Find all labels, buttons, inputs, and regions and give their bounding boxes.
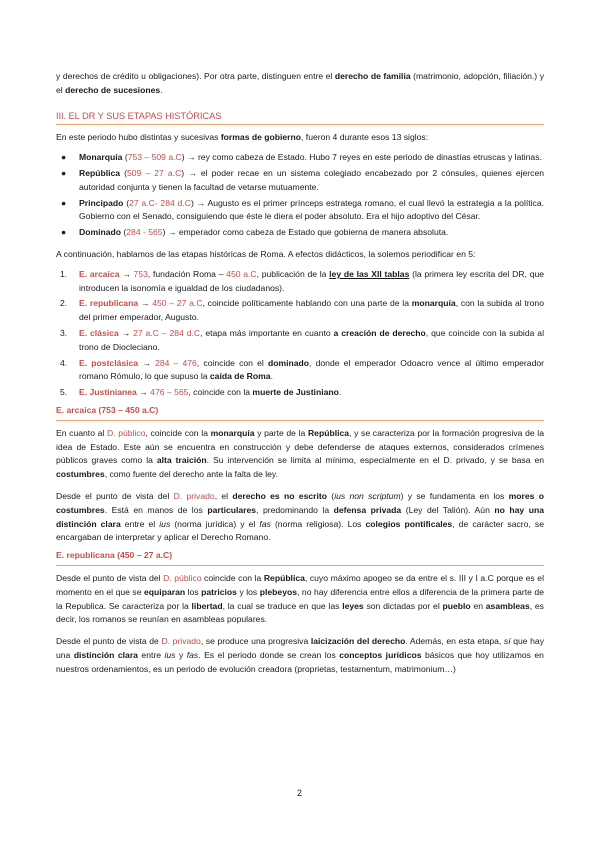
subsection-heading-republicana: E. republicana (450 – 27 a.C) <box>56 549 544 566</box>
list-item: ● República (509 – 27 a.C) → el poder recae en un sistema colegiado encabezado por 2 cónsules, quienes ejercen autoridad conjunta y tienen la facultad de vetarse mutuamente. <box>61 167 545 192</box>
section-heading: III. EL DR Y SUS ETAPAS HISTÓRICAS <box>56 109 544 126</box>
government-forms-list <box>56 151 544 240</box>
stages-intro: A continuación, hablamos de las etapas históricas de Roma. A efectos didácticos, la solemos periodificar en 5: <box>56 248 476 259</box>
page-number: 2 <box>296 788 302 798</box>
list-item: 1. E. arcaica → 753, fundación Roma – 450 a.C, publicación de la ley de las XII tablas (la primera ley escrita del DR, que introducen la isonomía e igualdad de los ciudadanos). <box>60 268 545 293</box>
list-item: ● Monarquía (753 – 509 a.C) → rey como cabeza de Estado. Hubo 7 reyes en este periodo de dinastías etruscas y latinas. <box>56 151 544 165</box>
list-item: 3. E. clásica → 27 a.C – 284 d.C, etapa más importante en cuanto a creación de derecho, que coincide con la subida al trono de Diocleciano. <box>60 327 544 352</box>
bullet-icon: ● <box>61 227 67 238</box>
government-intro: En este periodo hubo distintas y sucesivas formas de gobierno, fueron 4 durante esos 13 siglos: <box>56 132 429 143</box>
list-item: 2. E. republicana → 450 – 27 a.C, coincide políticamente hablando con una parte de la monarquía, con la subida al trono del primer emperador, Augusto. <box>60 298 544 323</box>
list-item: 5. E. Justinianea → 476 – 565, coincide con la muerte de Justiniano. <box>60 387 342 398</box>
stages-list <box>56 268 544 400</box>
republicana-public-paragraph: Desde el punto de vista del D. público coincide con la República, cuyo máximo apogeo se da entre el s. III y I a.C porque es el momento en el que se equiparan los patricios y los plebeyos, no hay diferencia entre ellos a diferencia de la primera parte de la Republica. Se caracteriza por la libertad, la cual se traduce en que las leyes son dictadas por el pueblo en asambleas, es decir, los romanos se reunían en asambleas populares. <box>56 572 544 625</box>
subsection-heading-arcaica: E. arcaica (753 – 450 a.C) <box>56 404 544 421</box>
intro-paragraph: y derechos de crédito u obligaciones). Por otra parte, distinguen entre el derecho de familia (matrimonio, adopción, filiación.) y el derecho de sucesiones. <box>56 71 544 95</box>
list-item: ● Principado (27 a.C- 284 d.C) → Augusto es el primer prínceps estratega romano, el cual llevó la estrategia a la política. Gobierno con el Senado, consiguiendo que éste le diera el poder absoluto. Era el hijo adoptivo del César. <box>61 197 545 222</box>
bullet-icon: ● <box>61 152 67 163</box>
arcaica-public-paragraph: En cuanto al D. público, coincide con la monarquía y parte de la República, y se caracteriza por la formación progresiva de la idea de Estado. Este aún se encuentra en construcción y debe defenderse de ataques externos, considerados crímenes públicos graves como la alta traición. Su intervención se limita al mínimo, especialmente en el D. privado, y se basa en costumbres, como fuente del derecho ante la falta de ley. <box>56 427 545 480</box>
list-item: 4. E. postclásica → 284 – 476, coincide con el dominado, donde el emperador Odoacro vence al último emperador romano Rómulo, lo que supuso la caída de Roma. <box>60 357 544 382</box>
list-item: ● Dominado (284 - 565) → emperador como cabeza de Estado que gobierna de manera absoluta. <box>56 226 544 240</box>
bullet-icon: ● <box>61 197 67 208</box>
document-page <box>56 70 544 676</box>
republicana-private-paragraph: Desde el punto de vista de D. privado, se produce una progresiva laicización del derecho. Además, en esta etapa, sí que hay una distinción clara entre ius y fas. Es el periodo donde se crean los conceptos jurídicos básicos que hoy utilizamos en nuestros ordenamientos, es un periodo de evolución creadora (proprietas, testamentum, matrimonium…) <box>56 636 545 674</box>
bullet-icon: ● <box>61 167 67 178</box>
arcaica-private-paragraph: Desde el punto de vista del D. privado, el derecho es no escrito (ius non scriptum) y se fundamenta en los mores o costumbres. Está en manos de los particulares, predominando la defensa privada (Ley del Talión). Aún no hay una distinción clara entre el ius (norma jurídica) y el fas (norma religiosa). Los colegios pontificales, de carácter sacro, se encargaban de interpretar y aplicar el Derecho Romano. <box>56 490 544 543</box>
